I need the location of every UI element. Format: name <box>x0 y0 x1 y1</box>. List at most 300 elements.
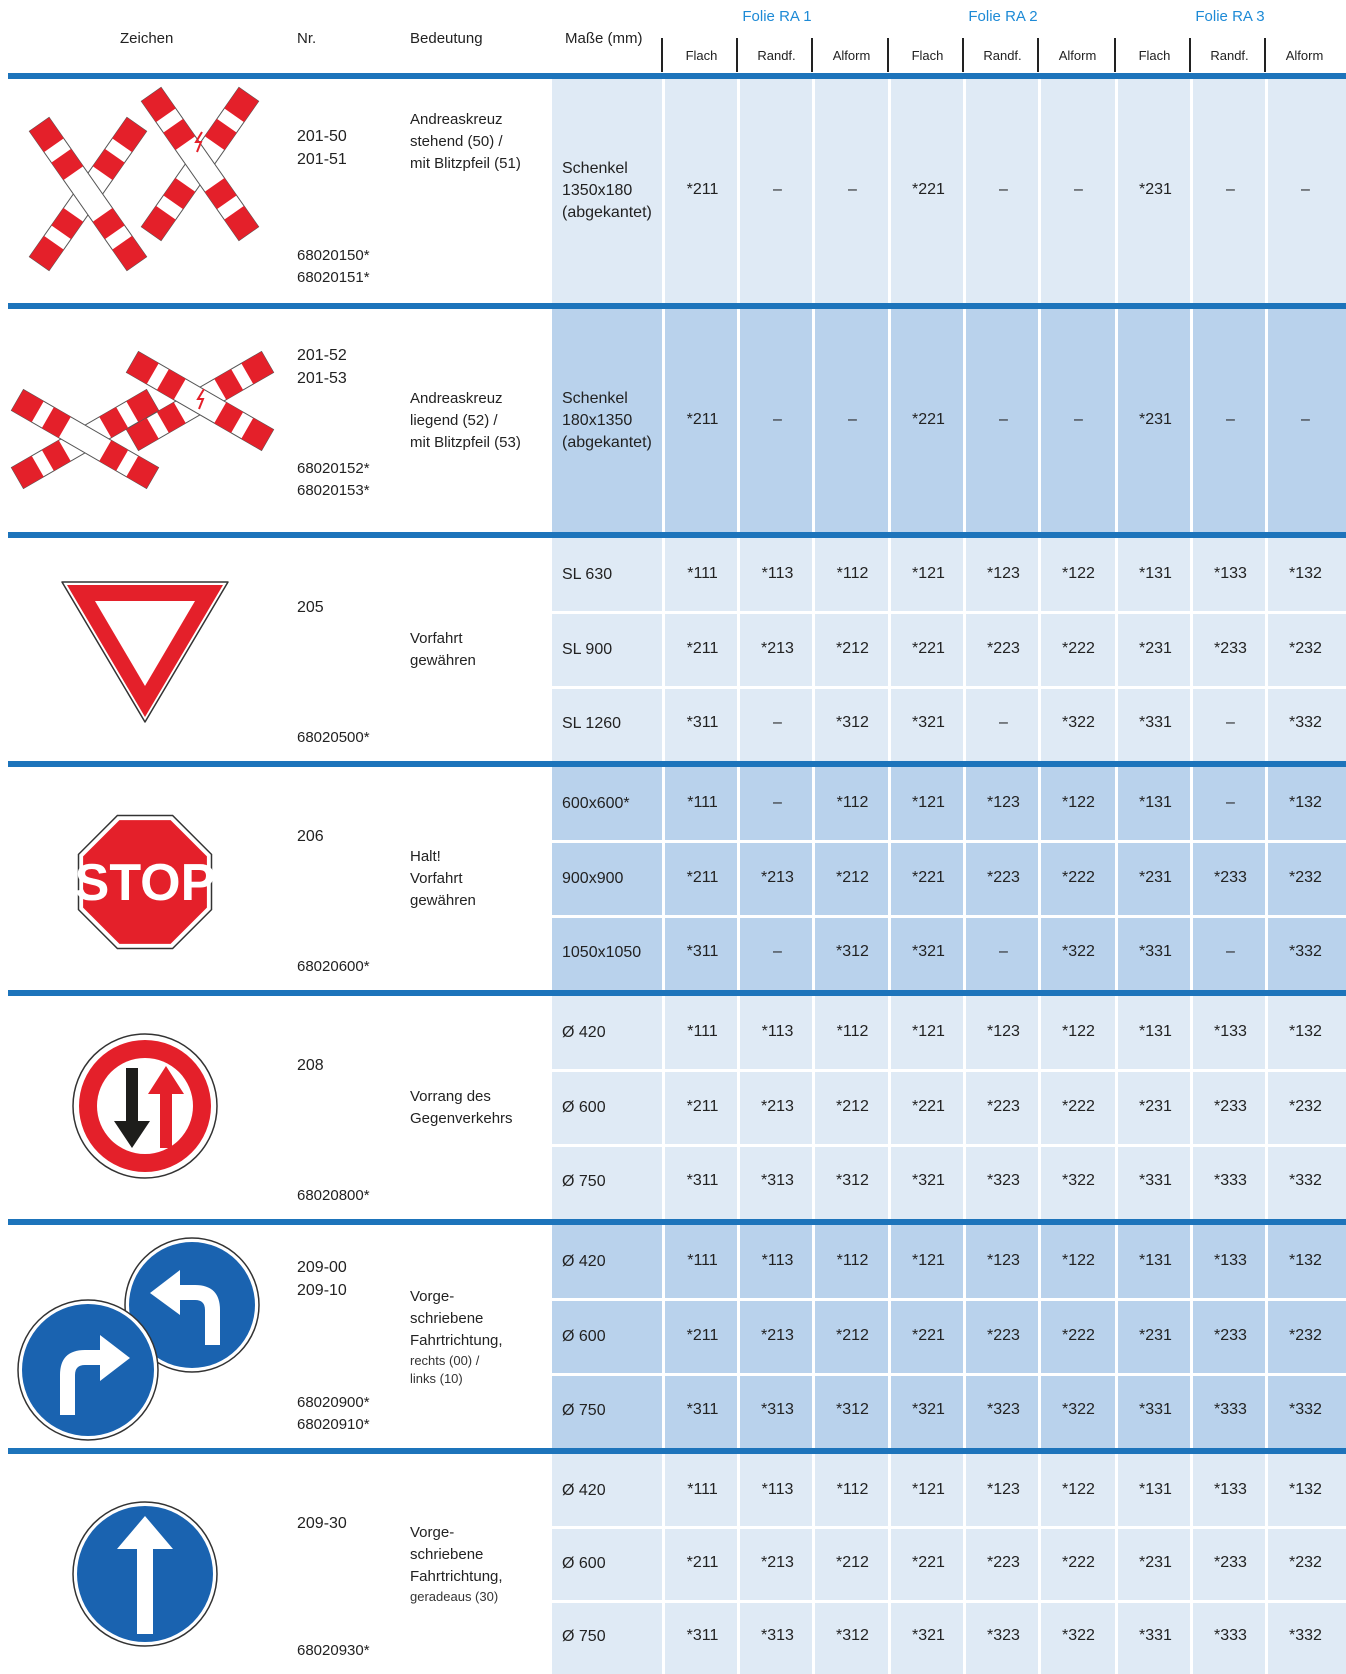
subrow-separator <box>552 1600 1346 1603</box>
article-code-cell: *231 <box>1139 1554 1172 1571</box>
dimension-line: Ø 750 <box>562 1401 606 1419</box>
article-code-cell: *132 <box>1289 794 1322 812</box>
sign-meaning-line: Vorrang des <box>410 1088 491 1105</box>
dimension <box>552 1626 662 1648</box>
header-sub-1: Randf. <box>757 48 796 63</box>
row-divider <box>8 990 1346 996</box>
article-code-cell: *321 <box>912 713 945 731</box>
article-code-cell: *331 <box>1139 1400 1172 1418</box>
header-bedeutung: Bedeutung <box>410 30 483 47</box>
article-code-cell: *233 <box>1214 868 1247 886</box>
dimension-line: Schenkel <box>562 160 628 177</box>
header-sub-2: Alform <box>832 48 871 63</box>
article-code-cell: *122 <box>1062 1023 1095 1041</box>
header-sub-3: Flach <box>911 48 944 63</box>
dimension-line: Ø 750 <box>562 1628 606 1646</box>
sign-number-line: 209-00 <box>297 1259 347 1276</box>
dimension-line: 1350x180 <box>562 182 633 199</box>
article-code-cell: *132 <box>1289 1023 1322 1041</box>
article-code-cell: – <box>1226 181 1235 198</box>
dimension-line: (abgekantet) <box>562 204 652 221</box>
sign-meaning-line: schriebene <box>410 1310 484 1327</box>
table-row <box>0 79 1346 303</box>
sign-meaning-line: Fahrtrichtung, <box>410 1332 503 1349</box>
subrow-separator <box>552 686 1346 689</box>
sign-number-line: 201-52 <box>297 347 347 364</box>
sign-meaning-line: mit Blitzpfeil (51) <box>410 155 521 172</box>
article-code-cell: *333 <box>1214 1171 1247 1189</box>
article-code-cell: *111 <box>687 565 718 583</box>
article-code-cell: *231 <box>1139 1097 1172 1115</box>
table-row <box>0 1225 1346 1448</box>
article-code-cell: *211 <box>686 1326 719 1344</box>
header-nr: Nr. <box>297 30 317 47</box>
sign-meaning <box>410 846 550 912</box>
article-code-cell: *332 <box>1289 713 1322 731</box>
article-code-cell: *123 <box>987 794 1020 812</box>
article-code-cell: *213 <box>761 1326 794 1344</box>
sign-meaning-line: schriebene <box>410 1546 484 1563</box>
article-code-cell: *313 <box>761 1400 794 1418</box>
article-code-cell: *231 <box>1139 410 1172 428</box>
dimension <box>552 564 662 586</box>
article-code-cell: *112 <box>836 1480 869 1498</box>
article-code-cell: *231 <box>1139 181 1172 198</box>
article-code-cell: *323 <box>987 1627 1020 1645</box>
article-code-cell: *222 <box>1062 1554 1095 1571</box>
article-code-cell: – <box>773 181 782 198</box>
article-code-cell: *311 <box>686 713 719 731</box>
article-code-cell: *231 <box>1139 868 1172 886</box>
dimension <box>552 1022 662 1044</box>
article-code-cell: *112 <box>836 794 869 812</box>
header-masse: Maße (mm) <box>565 30 643 47</box>
article-code-cell: *233 <box>1214 1326 1247 1344</box>
subrow-separator <box>552 915 1346 918</box>
article-number <box>297 1392 370 1436</box>
sign-meaning-line: mit Blitzpfeil (53) <box>410 434 521 451</box>
article-code-cell: *312 <box>836 1400 869 1418</box>
article-number <box>297 956 370 978</box>
article-code-cell: *121 <box>912 1252 945 1270</box>
article-code-cell: – <box>773 410 782 428</box>
header-folie-ra2: Folie RA 2 <box>968 8 1038 25</box>
article-code-cell: – <box>1226 713 1235 731</box>
sign-meaning-line: Vorfahrt <box>410 630 463 647</box>
article-code-cell: *221 <box>912 1554 945 1571</box>
dimension-line: (abgekantet) <box>562 433 652 451</box>
dimension <box>552 1097 662 1119</box>
header-tick <box>962 38 964 72</box>
article-code-cell: *213 <box>761 639 794 657</box>
sign-number <box>297 825 324 848</box>
article-code-cell: *233 <box>1214 1097 1247 1115</box>
article-code-cell: *323 <box>987 1400 1020 1418</box>
article-code-cell: *223 <box>987 639 1020 657</box>
article-number <box>297 1185 370 1207</box>
article-code-cell: *122 <box>1062 1252 1095 1270</box>
sign-meaning-line: gewähren <box>410 652 476 669</box>
article-code-cell: – <box>999 181 1008 198</box>
sign-meaning-line: stehend (50) / <box>410 133 503 150</box>
sign-number <box>297 1054 324 1077</box>
article-code-cell: *221 <box>912 868 945 886</box>
header-sub-4: Randf. <box>983 48 1022 63</box>
article-code-cell: *131 <box>1139 1480 1172 1498</box>
article-code-cell: *131 <box>1139 565 1172 583</box>
article-code-cell: *312 <box>836 713 869 731</box>
andreaskreuz-stehend-icon <box>0 79 290 303</box>
article-code-cell: – <box>773 794 782 812</box>
andreaskreuz-liegend-icon <box>0 309 290 532</box>
article-number-line: 68020910* <box>297 1416 370 1433</box>
article-code-cell: *111 <box>687 1023 718 1041</box>
dimension <box>552 1480 662 1502</box>
dimension-line: Ø 420 <box>562 1024 606 1042</box>
article-code-cell: *232 <box>1289 1554 1322 1571</box>
fahrtrichtung-rechts-links-icon <box>0 1225 290 1448</box>
article-code-cell: *111 <box>687 1252 718 1270</box>
sign-meaning-detail: rechts (00) / <box>410 1353 480 1368</box>
sign-meaning-line: Vorfahrt <box>410 870 463 887</box>
article-code-cell: *321 <box>912 1171 945 1189</box>
article-code-cell: – <box>1074 181 1083 198</box>
article-code-cell: *223 <box>987 1554 1020 1571</box>
article-code-cell: *121 <box>912 794 945 812</box>
article-code-cell: *333 <box>1214 1627 1247 1645</box>
sign-number-line: 201-50 <box>297 128 347 145</box>
article-code-cell: *332 <box>1289 1171 1322 1189</box>
article-code-cell: *213 <box>761 1554 794 1571</box>
article-code-cell: *313 <box>761 1627 794 1645</box>
article-code-cell: *223 <box>987 1097 1020 1115</box>
article-code-cell: *121 <box>912 565 945 583</box>
article-code-cell: *212 <box>836 868 869 886</box>
article-code-cell: *231 <box>1139 639 1172 657</box>
header-sub-8: Alform <box>1285 48 1324 63</box>
article-code-cell: *133 <box>1214 1480 1247 1498</box>
article-code-cell: *122 <box>1062 1480 1095 1498</box>
article-number <box>297 727 370 749</box>
article-code-cell: *212 <box>836 1554 869 1571</box>
article-code-cell: *211 <box>686 181 719 198</box>
article-code-cell: *112 <box>836 1252 869 1270</box>
dimension-line: 600x600* <box>562 795 630 813</box>
sign-meaning-detail: geradeaus (30) <box>410 1589 499 1604</box>
sign-meaning-line: liegend (52) / <box>410 412 498 429</box>
subrow-separator <box>552 840 1346 843</box>
article-code-cell: *313 <box>761 1171 794 1189</box>
article-number-line: 68020151* <box>297 269 370 286</box>
article-code-cell: *122 <box>1062 794 1095 812</box>
sign-meaning-line: gewähren <box>410 892 476 909</box>
article-code-cell: *223 <box>987 1326 1020 1344</box>
sign-number <box>297 125 347 171</box>
row-divider <box>8 1219 1346 1225</box>
article-code-cell: *323 <box>987 1171 1020 1189</box>
sign-meaning-line: Vorge- <box>410 1524 455 1541</box>
article-code-cell: – <box>1074 410 1083 428</box>
article-code-cell: *122 <box>1062 565 1095 583</box>
sign-number-line: 209-30 <box>297 1515 347 1532</box>
article-code-cell: *211 <box>686 1554 719 1571</box>
article-code-cell: – <box>999 713 1008 731</box>
sign-meaning-line: Andreaskreuz <box>410 111 503 128</box>
article-code-cell: *233 <box>1214 1554 1247 1571</box>
sign-meaning <box>410 109 550 175</box>
dimension-line: Ø 600 <box>562 1555 606 1572</box>
sign-number-line: 208 <box>297 1057 324 1074</box>
article-code-cell: *132 <box>1289 1252 1322 1270</box>
article-code-cell: – <box>999 942 1008 960</box>
dimension <box>552 1400 662 1422</box>
dimension-line: Ø 750 <box>562 1172 606 1190</box>
sign-meaning <box>410 1522 550 1606</box>
article-code-cell: *221 <box>912 410 945 428</box>
fahrtrichtung-geradeaus-icon <box>0 1454 290 1674</box>
article-code-cell: *312 <box>836 1171 869 1189</box>
article-code-cell: *133 <box>1214 1023 1247 1041</box>
article-code-cell: *331 <box>1139 942 1172 960</box>
header-sub-5: Alform <box>1058 48 1097 63</box>
sign-meaning-line: Gegenverkehrs <box>410 1110 513 1127</box>
header-sub-7: Randf. <box>1210 48 1249 63</box>
article-code-cell: *132 <box>1289 1480 1322 1498</box>
article-code-cell: *111 <box>687 1480 718 1498</box>
article-code-cell: – <box>1301 181 1310 198</box>
article-number-line: 68020930* <box>297 1642 370 1659</box>
header-tick <box>661 38 663 72</box>
article-code-cell: – <box>848 181 857 198</box>
dimension <box>552 1553 662 1575</box>
article-number-line: 68020153* <box>297 482 370 499</box>
subrow-separator <box>552 1526 1346 1529</box>
article-code-cell: *311 <box>686 1627 719 1645</box>
article-code-cell: *131 <box>1139 794 1172 812</box>
subrow-separator <box>552 1069 1346 1072</box>
article-code-cell: *221 <box>912 1097 945 1115</box>
article-number <box>297 245 370 289</box>
article-code-cell: *322 <box>1062 1171 1095 1189</box>
dimension-line: Schenkel <box>562 389 628 407</box>
header-tick <box>736 38 738 72</box>
article-code-cell: *311 <box>686 942 719 960</box>
article-code-cell: *123 <box>987 1252 1020 1270</box>
article-code-cell: *111 <box>687 794 718 812</box>
article-code-cell: *332 <box>1289 1627 1322 1645</box>
article-code-cell: *331 <box>1139 713 1172 731</box>
article-code-cell: *232 <box>1289 1326 1322 1344</box>
stop-text: STOP <box>74 854 216 912</box>
article-code-cell: – <box>773 713 782 731</box>
dimension-line: SL 1260 <box>562 714 622 732</box>
sign-number-line: 201-53 <box>297 370 347 387</box>
article-code-cell: *133 <box>1214 565 1247 583</box>
article-code-cell: *123 <box>987 565 1020 583</box>
stop-sign-icon <box>0 767 290 990</box>
header-tick <box>1189 38 1191 72</box>
sign-number <box>297 1512 347 1535</box>
article-code-cell: *213 <box>761 868 794 886</box>
article-code-cell: *221 <box>912 639 945 657</box>
article-code-cell: *322 <box>1062 942 1095 960</box>
header-folie-ra3: Folie RA 3 <box>1195 8 1265 25</box>
row-divider <box>8 1448 1346 1454</box>
article-code-cell: *232 <box>1289 868 1322 886</box>
article-code-cell: *113 <box>761 565 794 583</box>
header-sub-6: Flach <box>1138 48 1171 63</box>
sign-number <box>297 1256 347 1302</box>
sign-meaning-line: Andreaskreuz <box>410 390 503 407</box>
article-code-cell: – <box>1226 410 1235 428</box>
article-code-cell: *331 <box>1139 1627 1172 1645</box>
dimension-line: SL 900 <box>562 640 613 658</box>
subrow-separator <box>552 1144 1346 1147</box>
article-code-cell: *211 <box>686 868 719 886</box>
article-code-cell: *211 <box>686 639 719 657</box>
sign-meaning <box>410 1086 550 1130</box>
dimension-line: Ø 600 <box>562 1098 606 1116</box>
header-tick <box>1264 38 1266 72</box>
sign-meaning-line: Vorge- <box>410 1288 455 1305</box>
row-divider <box>8 532 1346 538</box>
article-code-cell: *211 <box>686 1097 719 1115</box>
article-code-cell: *123 <box>987 1480 1020 1498</box>
dimension <box>552 1171 662 1193</box>
article-number <box>297 458 370 502</box>
article-code-cell: – <box>1301 410 1310 428</box>
dimension <box>552 868 662 890</box>
article-code-cell: *133 <box>1214 1252 1247 1270</box>
header-tick <box>1114 38 1116 72</box>
table-row <box>0 309 1346 532</box>
sign-number <box>297 344 347 390</box>
vorfahrt-gewaehren-icon <box>0 538 290 761</box>
article-code-cell: *223 <box>987 868 1020 886</box>
dimension <box>552 942 662 964</box>
article-code-cell: *321 <box>912 942 945 960</box>
dimension-line: Ø 600 <box>562 1327 606 1345</box>
header-tick <box>1037 38 1039 72</box>
article-code-cell: *311 <box>686 1400 719 1418</box>
article-code-cell: *131 <box>1139 1252 1172 1270</box>
row-divider <box>8 761 1346 767</box>
article-number-line: 68020800* <box>297 1187 370 1204</box>
article-code-cell: *233 <box>1214 639 1247 657</box>
article-code-cell: – <box>999 410 1008 428</box>
header-zeichen: Zeichen <box>120 30 174 47</box>
article-code-cell: *131 <box>1139 1023 1172 1041</box>
article-code-cell: *113 <box>761 1480 794 1498</box>
sign-meaning-line: Fahrtrichtung, <box>410 1568 503 1585</box>
sign-meaning <box>410 1286 550 1388</box>
dimension <box>552 1326 662 1348</box>
article-number-line: 68020500* <box>297 729 370 746</box>
sign-meaning-line: Halt! <box>410 848 441 865</box>
article-code-cell: – <box>1226 942 1235 960</box>
article-code-cell: *232 <box>1289 639 1322 657</box>
article-code-cell: *322 <box>1062 713 1095 731</box>
sign-number-line: 209-10 <box>297 1282 347 1299</box>
dimension-line: 180x1350 <box>562 411 633 429</box>
article-code-cell: *331 <box>1139 1171 1172 1189</box>
dimension-line: Ø 420 <box>562 1481 606 1499</box>
article-code-cell: *231 <box>1139 1326 1172 1344</box>
article-code-cell: *332 <box>1289 942 1322 960</box>
article-code-cell: *212 <box>836 639 869 657</box>
vorrang-gegenverkehr-icon <box>0 996 290 1219</box>
article-number-line: 68020900* <box>297 1394 370 1411</box>
dimension-line: 1050x1050 <box>562 943 642 961</box>
dimension-line: Ø 420 <box>562 1253 606 1271</box>
article-code-cell: *222 <box>1062 1326 1095 1344</box>
article-code-cell: *321 <box>912 1627 945 1645</box>
article-number-line: 68020150* <box>297 247 370 264</box>
article-code-cell: *321 <box>912 1400 945 1418</box>
dimension <box>552 793 662 815</box>
article-number-line: 68020152* <box>297 460 370 477</box>
subrow-separator <box>552 1298 1346 1301</box>
sign-number-line: 205 <box>297 599 324 616</box>
dimension <box>552 158 662 224</box>
sign-meaning-detail: links (10) <box>410 1371 463 1386</box>
article-code-cell: *112 <box>836 1023 869 1041</box>
header-folie-ra1: Folie RA 1 <box>742 8 812 25</box>
dimension-line: SL 630 <box>562 566 613 584</box>
sign-meaning <box>410 628 550 672</box>
header-tick <box>811 38 813 72</box>
table-row <box>0 767 1346 990</box>
article-code-cell: *123 <box>987 1023 1020 1041</box>
table-row <box>0 1454 1346 1674</box>
article-code-cell: *132 <box>1289 565 1322 583</box>
dimension <box>552 1251 662 1273</box>
article-code-cell: *121 <box>912 1023 945 1041</box>
article-code-cell: *333 <box>1214 1400 1247 1418</box>
article-code-cell: *312 <box>836 942 869 960</box>
article-code-cell: *312 <box>836 1627 869 1645</box>
sign-number <box>297 596 324 619</box>
subrow-separator <box>552 611 1346 614</box>
article-code-cell: – <box>1226 794 1235 812</box>
article-code-cell: – <box>848 410 857 428</box>
article-code-cell: *112 <box>836 565 869 583</box>
article-code-cell: *212 <box>836 1326 869 1344</box>
article-code-cell: *221 <box>912 181 945 198</box>
dimension <box>552 713 662 735</box>
dimension <box>552 639 662 661</box>
sign-number-line: 206 <box>297 828 324 845</box>
header-tick <box>887 38 889 72</box>
article-code-cell: *322 <box>1062 1627 1095 1645</box>
article-code-cell: *121 <box>912 1480 945 1498</box>
article-number-line: 68020600* <box>297 958 370 975</box>
article-code-cell: *113 <box>761 1023 794 1041</box>
article-code-cell: *332 <box>1289 1400 1322 1418</box>
header-sub-0: Flach <box>685 48 718 63</box>
dimension-line: 900x900 <box>562 869 624 887</box>
article-code-cell: *232 <box>1289 1097 1322 1115</box>
article-code-cell: *322 <box>1062 1400 1095 1418</box>
article-code-cell: *222 <box>1062 639 1095 657</box>
article-code-cell: *222 <box>1062 868 1095 886</box>
dimension <box>552 388 662 454</box>
article-code-cell: *222 <box>1062 1097 1095 1115</box>
table-row <box>0 996 1346 1219</box>
article-code-cell: *211 <box>686 410 719 428</box>
article-code-cell: *212 <box>836 1097 869 1115</box>
article-code-cell: *221 <box>912 1326 945 1344</box>
